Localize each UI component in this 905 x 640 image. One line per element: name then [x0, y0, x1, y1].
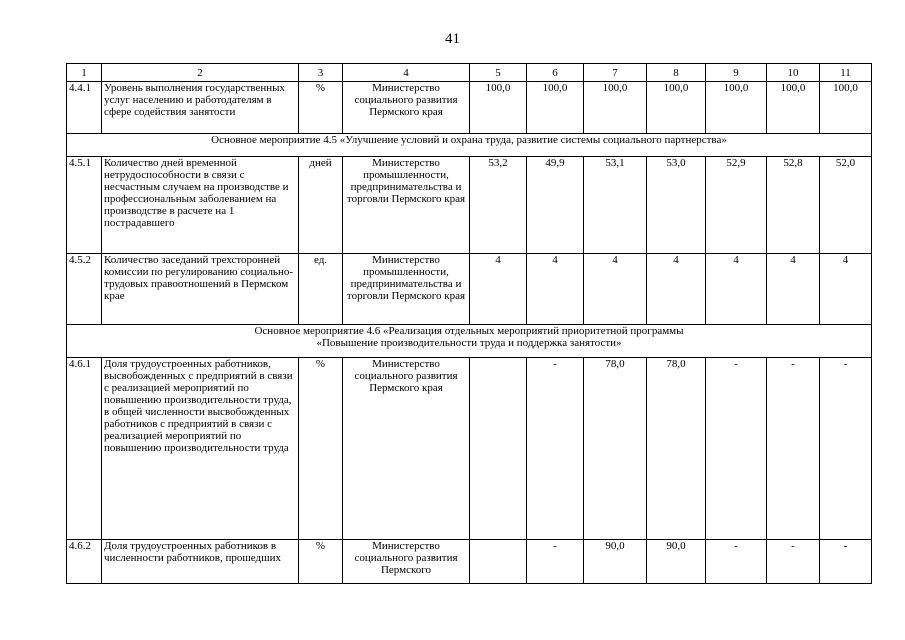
indicators-table — [66, 63, 872, 584]
value-col-9: 100,0 — [706, 82, 767, 134]
value-col-11: - — [820, 540, 872, 584]
value-col-7: 78,0 — [584, 358, 647, 540]
indicator-name: Уровень выполнения государственных услуг населению и работодателям в сфере содействия занятости — [102, 82, 299, 134]
header-col-11: 11 — [820, 64, 872, 82]
value-col-11: 52,0 — [820, 157, 872, 254]
value-col-9: - — [706, 358, 767, 540]
value-col-5 — [470, 540, 527, 584]
unit: % — [299, 540, 343, 584]
value-col-11: 4 — [820, 254, 872, 325]
value-col-5: 4 — [470, 254, 527, 325]
value-col-5 — [470, 358, 527, 540]
responsible: Министерство социального развития Пермского края — [343, 82, 470, 134]
header-col-9: 9 — [706, 64, 767, 82]
header-col-2: 2 — [102, 64, 299, 82]
value-col-8: 100,0 — [647, 82, 706, 134]
header-col-4: 4 — [343, 64, 470, 82]
unit: % — [299, 82, 343, 134]
value-col-8: 78,0 — [647, 358, 706, 540]
value-col-8: 4 — [647, 254, 706, 325]
table-row — [67, 254, 872, 325]
header-col-7: 7 — [584, 64, 647, 82]
header-col-3: 3 — [299, 64, 343, 82]
header-col-10: 10 — [767, 64, 820, 82]
unit: дней — [299, 157, 343, 254]
indicator-name: Количество дней временной нетрудоспособности в связи с несчастным случаем на производстве и профессиональным заболеванием на производстве в расчете на 1 пострадавшего — [102, 157, 299, 254]
responsible: Министерство социального развития Пермского — [343, 540, 470, 584]
section-title-4-5: Основное мероприятие 4.5 «Улучшение условий и охрана труда, развитие системы социального партнерства» — [67, 134, 872, 157]
header-col-6: 6 — [527, 64, 584, 82]
value-col-11: - — [820, 358, 872, 540]
row-number: 4.6.2 — [67, 540, 102, 584]
value-col-7: 53,1 — [584, 157, 647, 254]
header-row — [67, 64, 872, 82]
unit: ед. — [299, 254, 343, 325]
header-col-5: 5 — [470, 64, 527, 82]
table-row — [67, 540, 872, 584]
indicator-name: Количество заседаний трехсторонней комиссии по регулированию социально-трудовых правоотношений в Пермском крае — [102, 254, 299, 325]
responsible: Министерство промышленности, предпринимательства и торговли Пермского края — [343, 254, 470, 325]
page-number: 41 — [445, 31, 460, 47]
value-col-10: - — [767, 540, 820, 584]
value-col-6: - — [527, 540, 584, 584]
value-col-5: 53,2 — [470, 157, 527, 254]
table-row — [67, 157, 872, 254]
section-title-line-1: Основное мероприятие 4.6 «Реализация отдельных мероприятий приоритетной программы — [254, 325, 684, 337]
value-col-9: 52,9 — [706, 157, 767, 254]
value-col-5: 100,0 — [470, 82, 527, 134]
value-col-6: 100,0 — [527, 82, 584, 134]
value-col-10: 100,0 — [767, 82, 820, 134]
value-col-6: 4 — [527, 254, 584, 325]
indicator-name: Доля трудоустроенных работников, высвобожденных с предприятий в связи с реализацией мероприятий по повышению производительности труда, в общей численности высвобожденных работников с предприятий в связи с реализацией мероприятий по повышению производительности труда — [102, 358, 299, 540]
table-row — [67, 358, 872, 540]
row-number: 4.5.1 — [67, 157, 102, 254]
section-title-4-6 — [67, 325, 872, 358]
indicator-name: Доля трудоустроенных работников в численности работников, прошедших — [102, 540, 299, 584]
value-col-10: - — [767, 358, 820, 540]
value-col-7: 4 — [584, 254, 647, 325]
value-col-7: 100,0 — [584, 82, 647, 134]
value-col-11: 100,0 — [820, 82, 872, 134]
value-col-9: - — [706, 540, 767, 584]
header-col-1: 1 — [67, 64, 102, 82]
value-col-6: 49,9 — [527, 157, 584, 254]
value-col-10: 4 — [767, 254, 820, 325]
row-number: 4.4.1 — [67, 82, 102, 134]
value-col-8: 53,0 — [647, 157, 706, 254]
section-row — [67, 134, 872, 157]
responsible: Министерство промышленности, предпринимательства и торговли Пермского края — [343, 157, 470, 254]
row-number: 4.6.1 — [67, 358, 102, 540]
value-col-8: 90,0 — [647, 540, 706, 584]
table-row — [67, 82, 872, 134]
value-col-7: 90,0 — [584, 540, 647, 584]
section-title-line-2: «Повышение производительности труда и поддержка занятости» — [316, 337, 622, 349]
header-col-8: 8 — [647, 64, 706, 82]
section-row — [67, 325, 872, 358]
responsible: Министерство социального развития Пермского края — [343, 358, 470, 540]
value-col-9: 4 — [706, 254, 767, 325]
value-col-6: - — [527, 358, 584, 540]
row-number: 4.5.2 — [67, 254, 102, 325]
unit: % — [299, 358, 343, 540]
value-col-10: 52,8 — [767, 157, 820, 254]
